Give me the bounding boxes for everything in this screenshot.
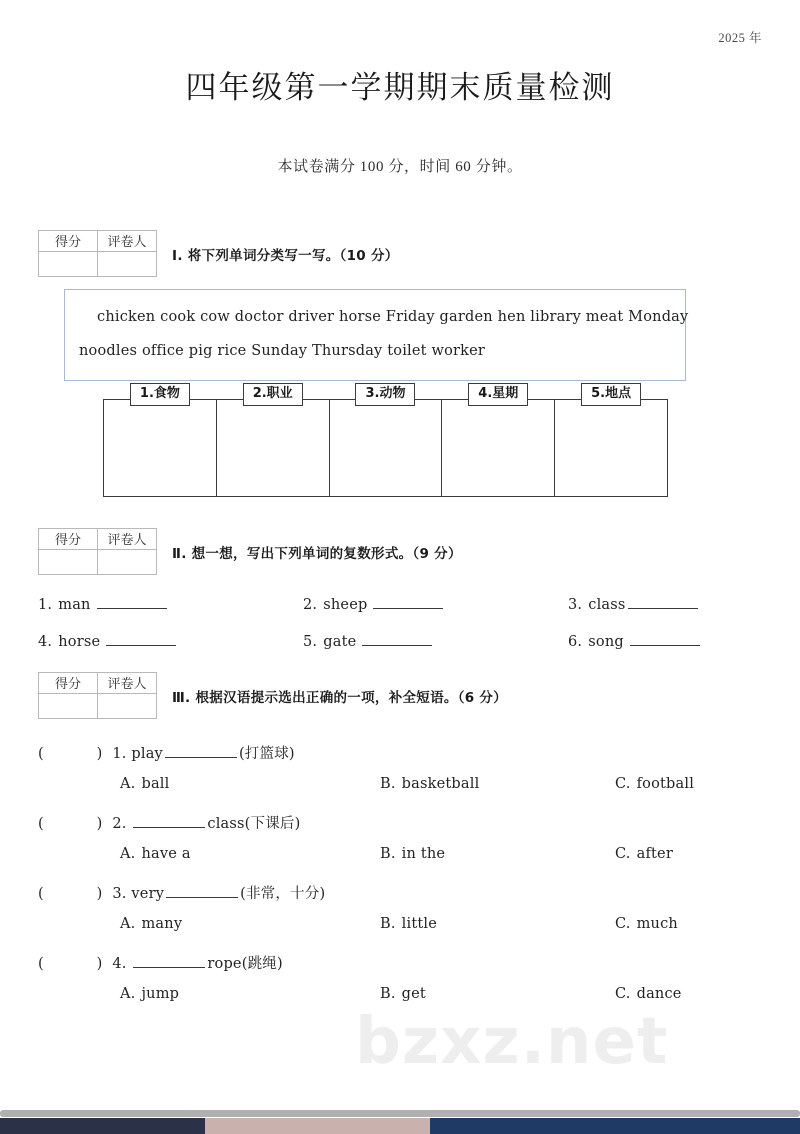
exam-year: 2025 年 <box>718 31 762 45</box>
stem-before: play <box>131 746 163 762</box>
score-box-header-row <box>39 529 156 550</box>
option-b[interactable] <box>380 776 615 792</box>
question-stem <box>38 812 758 833</box>
question-stem <box>38 882 758 903</box>
question-stem <box>38 952 758 973</box>
category-column-1[interactable] <box>104 386 217 496</box>
page-title: 四年级第一学期期末质量检测 <box>185 70 615 105</box>
answer-blank[interactable] <box>362 632 432 646</box>
category-column-5[interactable] <box>555 386 667 496</box>
section-header-1 <box>38 230 399 277</box>
score-box-2 <box>38 528 157 575</box>
stem-after: class(下课后) <box>207 816 301 832</box>
plural-number: 4. <box>38 634 53 650</box>
option-text: get <box>401 986 426 1002</box>
category-column-4[interactable] <box>442 386 555 496</box>
option-key: B. <box>380 916 396 932</box>
score-label: 得分 <box>39 529 98 550</box>
choice-question-list <box>38 742 758 1022</box>
option-c[interactable] <box>615 916 758 932</box>
score-label: 得分 <box>39 231 98 252</box>
option-text: ball <box>141 776 170 792</box>
question-4 <box>38 952 758 1002</box>
stem-after: (打篮球) <box>238 746 295 762</box>
plural-item-1 <box>38 595 303 613</box>
option-key: C. <box>615 846 631 862</box>
section-header-2 <box>38 528 462 575</box>
next-page-banner <box>430 1118 800 1134</box>
plural-item-4 <box>38 632 303 650</box>
option-key: B. <box>380 776 396 792</box>
plural-number: 6. <box>568 634 583 650</box>
answer-blank[interactable] <box>630 632 700 646</box>
answer-bracket[interactable]: ( ) <box>38 746 111 762</box>
option-key: C. <box>615 916 631 932</box>
option-text: after <box>636 846 673 862</box>
option-a[interactable] <box>120 846 380 862</box>
answer-blank[interactable] <box>97 595 167 609</box>
score-box-input-row <box>39 550 156 574</box>
grader-value-cell[interactable] <box>98 252 156 276</box>
option-key: A. <box>120 986 136 1002</box>
plural-word: gate <box>323 634 357 650</box>
category-grid <box>103 386 668 497</box>
plural-number: 3. <box>568 597 583 613</box>
option-text: basketball <box>401 776 480 792</box>
option-a[interactable] <box>120 776 380 792</box>
plural-item-5 <box>303 632 568 650</box>
option-b[interactable] <box>380 916 615 932</box>
answer-bracket[interactable]: ( ) <box>38 956 111 972</box>
score-label: 得分 <box>39 673 98 694</box>
option-row <box>38 986 758 1002</box>
question-stem <box>38 742 758 763</box>
question-number: 3. <box>112 886 127 902</box>
category-label-1: 1.食物 <box>130 383 190 406</box>
option-text: in the <box>401 846 446 862</box>
grader-label: 评卷人 <box>98 673 156 694</box>
plural-word: class <box>588 597 626 613</box>
option-row <box>38 846 758 862</box>
site-watermark: bzxz.net <box>355 1005 669 1079</box>
option-text: little <box>401 916 438 932</box>
score-box-header-row <box>39 673 156 694</box>
word-bank-line-1: chicken cook cow doctor driver horse Friday garden hen library meat Monday <box>97 309 689 325</box>
answer-blank[interactable] <box>628 595 698 609</box>
plural-word: song <box>588 634 624 650</box>
answer-blank[interactable] <box>106 632 176 646</box>
option-key: B. <box>380 846 396 862</box>
option-b[interactable] <box>380 846 615 862</box>
category-label-5: 5.地点 <box>581 383 641 406</box>
score-box-input-row <box>39 252 156 276</box>
option-text: many <box>141 916 183 932</box>
question-3 <box>38 882 758 932</box>
plural-number: 2. <box>303 597 318 613</box>
option-c[interactable] <box>615 986 758 1002</box>
grader-value-cell[interactable] <box>98 550 156 574</box>
score-box-input-row <box>39 694 156 718</box>
plural-word: sheep <box>323 597 368 613</box>
section-title-2: Ⅱ. 想一想，写出下列单词的复数形式。（9 分） <box>172 546 462 562</box>
category-label-2: 2.职业 <box>243 383 303 406</box>
section-title-3: Ⅲ. 根据汉语提示选出正确的一项，补全短语。（6 分） <box>172 690 508 706</box>
score-box-header-row <box>39 231 156 252</box>
option-c[interactable] <box>615 776 758 792</box>
section-header-3 <box>38 672 507 719</box>
plural-item-6 <box>568 632 753 650</box>
stem-after: rope(跳绳) <box>207 956 283 972</box>
stem-after: (非常，十分) <box>240 886 326 902</box>
option-a[interactable] <box>120 916 380 932</box>
section-title-1: Ⅰ. 将下列单词分类写一写。（10 分） <box>172 248 399 264</box>
next-page-photo <box>205 1118 430 1134</box>
plural-number: 1. <box>38 597 53 613</box>
question-number: 1. <box>112 746 127 762</box>
stem-before: very <box>131 886 165 902</box>
word-bank-line-2: noodles office pig rice Sunday Thursday toilet worker <box>79 343 486 359</box>
plural-question-list <box>38 595 753 650</box>
score-box-3 <box>38 672 157 719</box>
question-number: 2. <box>112 816 127 832</box>
score-box-1 <box>38 230 157 277</box>
question-number: 4. <box>112 956 127 972</box>
score-value-cell[interactable] <box>39 694 98 718</box>
question-2 <box>38 812 758 862</box>
category-column-2[interactable] <box>217 386 330 496</box>
answer-bracket[interactable]: ( ) <box>38 816 111 832</box>
option-a[interactable] <box>120 986 380 1002</box>
next-page-preview <box>0 1118 800 1134</box>
option-key: C. <box>615 776 631 792</box>
answer-bracket[interactable]: ( ) <box>38 886 111 902</box>
plural-item-2 <box>303 595 568 613</box>
plural-item-3 <box>568 595 753 613</box>
option-text: football <box>636 776 695 792</box>
option-text: have a <box>141 846 191 862</box>
option-text: dance <box>636 986 682 1002</box>
option-key: C. <box>615 986 631 1002</box>
grader-label: 评卷人 <box>98 529 156 550</box>
horizontal-scrollbar[interactable] <box>0 1110 800 1117</box>
grader-value-cell[interactable] <box>98 694 156 718</box>
answer-blank[interactable] <box>133 954 205 968</box>
question-1 <box>38 742 758 792</box>
answer-blank[interactable] <box>373 595 443 609</box>
option-key: B. <box>380 986 396 1002</box>
plural-number: 5. <box>303 634 318 650</box>
answer-blank[interactable] <box>165 744 237 758</box>
score-value-cell[interactable] <box>39 252 98 276</box>
answer-blank[interactable] <box>133 814 205 828</box>
category-label-4: 4.星期 <box>468 383 528 406</box>
option-row <box>38 776 758 792</box>
option-row <box>38 916 758 932</box>
option-text: much <box>636 916 678 932</box>
option-c[interactable] <box>615 846 758 862</box>
plural-word: man <box>58 597 91 613</box>
category-column-3[interactable] <box>330 386 443 496</box>
category-label-3: 3.动物 <box>355 383 415 406</box>
score-value-cell[interactable] <box>39 550 98 574</box>
exam-subtitle: 本试卷满分 100 分，时间 60 分钟。 <box>277 159 523 175</box>
answer-blank[interactable] <box>166 884 238 898</box>
option-key: A. <box>120 916 136 932</box>
word-bank-box <box>64 289 689 381</box>
plural-word: horse <box>58 634 101 650</box>
option-b[interactable] <box>380 986 615 1002</box>
option-key: A. <box>120 776 136 792</box>
option-text: jump <box>141 986 180 1002</box>
grader-label: 评卷人 <box>98 231 156 252</box>
option-key: A. <box>120 846 136 862</box>
